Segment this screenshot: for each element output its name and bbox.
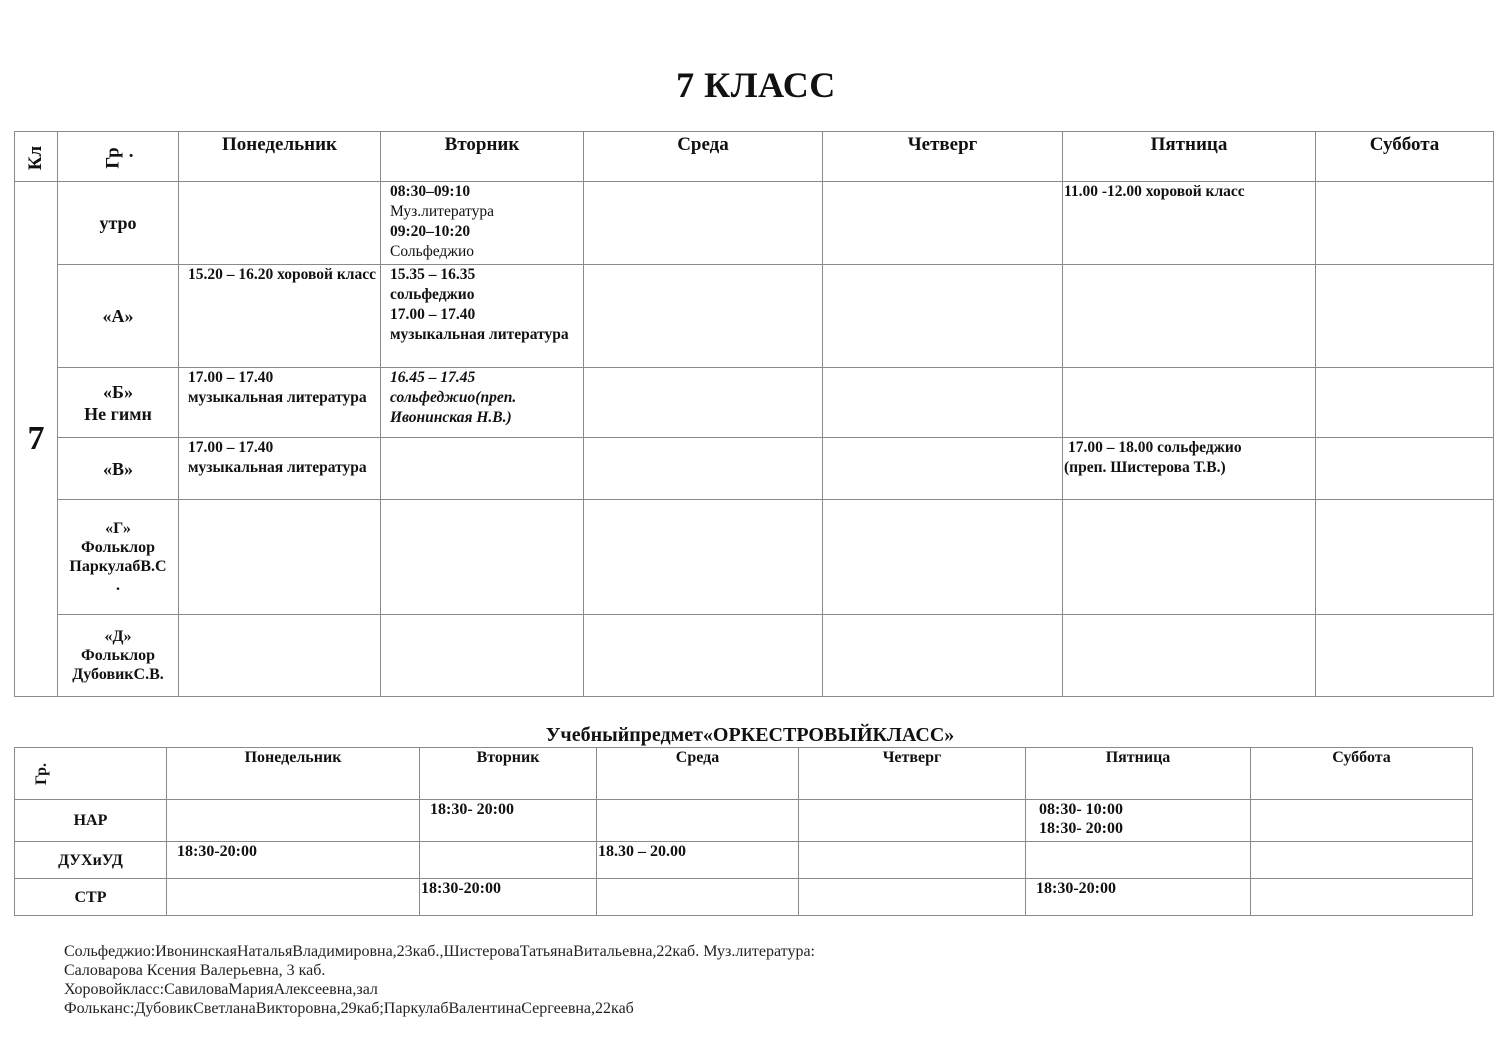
orch-col-header-monday: Понедельник [167, 748, 420, 800]
orch-row-nar [15, 800, 1473, 842]
col-header-saturday: Суббота [1316, 132, 1494, 182]
orch-cell-dukh-thu [799, 842, 1026, 879]
cell-b-fri [1063, 368, 1316, 438]
cell-v-mon: 17.00 – 17.40 музыкальная литература [179, 438, 381, 500]
cell-b-tue: 16.45 – 17.45 сольфеджио(преп. Ивонинская Н.В.) [381, 368, 584, 438]
orchestra-table [14, 747, 1473, 916]
orch-row-str [15, 879, 1473, 916]
col-header-wednesday: Среда [584, 132, 823, 182]
page-title: 7 КЛАСС [676, 65, 836, 105]
orch-cell-str-thu [799, 879, 1026, 916]
schedule-table [14, 131, 1494, 697]
orchestra-title: Учебныйпредмет«ОРКЕСТРОВЫЙКЛАСС» [545, 724, 955, 746]
orch-cell-dukh-fri [1026, 842, 1251, 879]
orch-cell-str-mon [167, 879, 420, 916]
orch-row-dukh [15, 842, 1473, 879]
orch-cell-nar-thu [799, 800, 1026, 842]
cell-d-tue [381, 615, 584, 697]
orch-cell-dukh-wed: 18.30 – 20.00 [597, 842, 799, 879]
footer-line-folk: Фольканс:ДубовикСветланаВикторовна,29каб;ПаркулабВалентинаСергеевна,22каб [64, 1000, 634, 1017]
footer-line-choir: Хоровойкласс:СавиловаМарияАлексеевна,зал [64, 981, 378, 998]
table-row-b [15, 368, 1494, 438]
orch-cell-nar-mon [167, 800, 420, 842]
cell-a-fri [1063, 265, 1316, 368]
cell-a-thu [823, 265, 1063, 368]
cell-utro-tue: 08:30–09:10 Муз.литература 09:20–10:20 Сольфеджио [381, 182, 584, 265]
group-a: «А» [58, 265, 179, 368]
cell-a-wed [584, 265, 823, 368]
table-row-utro [15, 182, 1494, 265]
orch-cell-dukh-sat [1251, 842, 1473, 879]
cell-a-tue: 15.35 – 16.35 сольфеджио 17.00 – 17.40 музыкальная литература [381, 265, 584, 368]
cell-g-mon [179, 500, 381, 615]
teachers-footer [64, 942, 815, 1018]
orch-cell-str-sat [1251, 879, 1473, 916]
cell-g-fri [1063, 500, 1316, 615]
orch-cell-dukh-tue [420, 842, 597, 879]
group-v: «В» [58, 438, 179, 500]
col-header-monday: Понедельник [179, 132, 381, 182]
cell-utro-mon [179, 182, 381, 265]
table-row-v [15, 438, 1494, 500]
cell-d-mon [179, 615, 381, 697]
orch-group-dukh: ДУХиУД [15, 842, 167, 879]
orch-col-header-tuesday: Вторник [420, 748, 597, 800]
cell-a-mon: 15.20 – 16.20 хоровой класс [179, 265, 381, 368]
cell-v-sat [1316, 438, 1494, 500]
orch-cell-str-fri: 18:30-20:00 [1026, 879, 1251, 916]
cell-v-thu [823, 438, 1063, 500]
orchestra-header-row [15, 748, 1473, 800]
table-row-g [15, 500, 1494, 615]
orch-cell-str-wed [597, 879, 799, 916]
orch-cell-nar-wed [597, 800, 799, 842]
orch-cell-str-tue: 18:30-20:00 [420, 879, 597, 916]
cell-utro-sat [1316, 182, 1494, 265]
class-number: 7 [15, 182, 58, 697]
orch-col-header-saturday: Суббота [1251, 748, 1473, 800]
cell-g-tue [381, 500, 584, 615]
table-row-d [15, 615, 1494, 697]
cell-b-thu [823, 368, 1063, 438]
orch-col-header-gr: Гр. [15, 748, 167, 800]
orch-col-header-wednesday: Среда [597, 748, 799, 800]
group-g: «Г» Фольклор ПаркулабВ.С . [58, 500, 179, 615]
group-utro: утро [58, 182, 179, 265]
footer-line-solfeggio: Сольфеджио:ИвонинскаяНатальяВладимировна,23каб.,ШистероваТатьянаВитальевна,22каб. Муз.литература: [64, 943, 815, 960]
cell-utro-fri: 11.00 -12.00 хоровой класс [1063, 182, 1316, 265]
cell-g-thu [823, 500, 1063, 615]
cell-g-wed [584, 500, 823, 615]
cell-v-fri: 17.00 – 18.00 сольфеджио (преп. Шистерова Т.В.) [1063, 438, 1316, 500]
orch-col-header-friday: Пятница [1026, 748, 1251, 800]
orch-cell-nar-sat [1251, 800, 1473, 842]
orch-col-header-thursday: Четверг [799, 748, 1026, 800]
orch-cell-nar-fri: 08:30- 10:00 18:30- 20:00 [1026, 800, 1251, 842]
cell-b-mon: 17.00 – 17.40 музыкальная литература [179, 368, 381, 438]
orch-group-nar: НАР [15, 800, 167, 842]
orch-cell-dukh-mon: 18:30-20:00 [167, 842, 420, 879]
footer-line-music-literature: Саловарова Ксения Валерьевна, 3 каб. [64, 962, 326, 979]
col-header-thursday: Четверг [823, 132, 1063, 182]
cell-a-sat [1316, 265, 1494, 368]
cell-d-fri [1063, 615, 1316, 697]
group-d: «Д» Фольклор ДубовикС.В. [58, 615, 179, 697]
orch-cell-nar-tue: 18:30- 20:00 [420, 800, 597, 842]
cell-v-tue [381, 438, 584, 500]
col-header-friday: Пятница [1063, 132, 1316, 182]
cell-utro-thu [823, 182, 1063, 265]
cell-d-thu [823, 615, 1063, 697]
cell-d-wed [584, 615, 823, 697]
cell-utro-wed [584, 182, 823, 265]
col-header-kl: Кл [15, 132, 58, 182]
cell-b-sat [1316, 368, 1494, 438]
cell-g-sat [1316, 500, 1494, 615]
cell-b-wed [584, 368, 823, 438]
cell-v-wed [584, 438, 823, 500]
col-header-gr: Гр . [58, 132, 179, 182]
group-b: «Б» Не гимн [58, 368, 179, 438]
col-header-tuesday: Вторник [381, 132, 584, 182]
table-row-a [15, 265, 1494, 368]
cell-d-sat [1316, 615, 1494, 697]
header-row [15, 132, 1494, 182]
orch-group-str: СТР [15, 879, 167, 916]
